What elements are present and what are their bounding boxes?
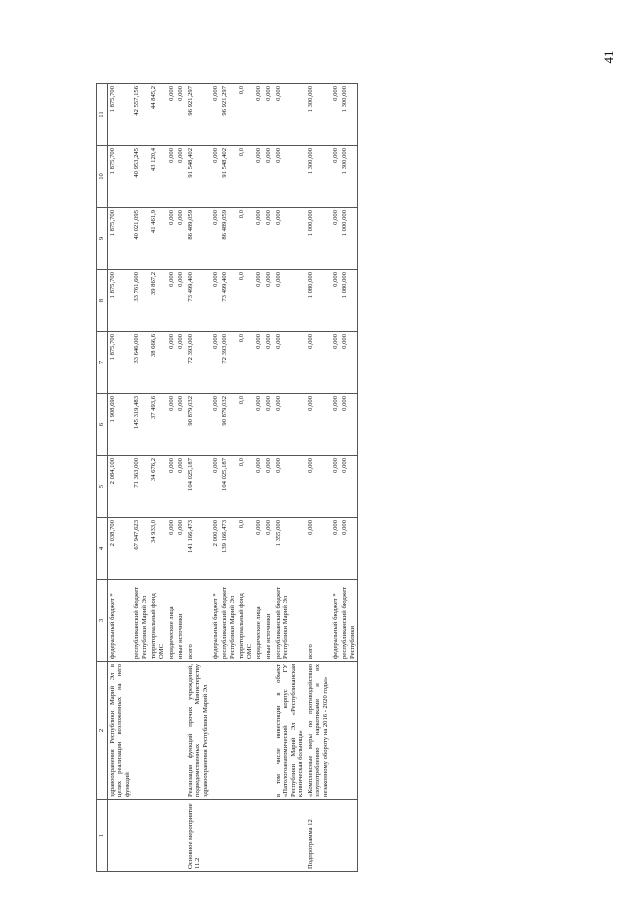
- amount-cell: 0,000: [264, 84, 274, 146]
- amount-cell: 0,000: [331, 518, 341, 580]
- amount-cell: 0,000: [254, 518, 264, 580]
- amount-cell: 0,000: [274, 394, 306, 456]
- amount-cell: 0,000: [254, 332, 264, 394]
- amount-cell: 1 080,000: [306, 270, 331, 332]
- amount-cell: 0,000: [331, 332, 341, 394]
- program-code-cell: [176, 800, 186, 872]
- amount-cell: 0,000: [274, 270, 306, 332]
- amount-cell: 90 879,032: [220, 394, 237, 456]
- amount-cell: 0,000: [264, 518, 274, 580]
- program-code-cell: [340, 800, 358, 872]
- amount-cell: 0,000: [211, 394, 221, 456]
- column-number: 2: [97, 662, 108, 800]
- amount-cell: 1 875,700: [107, 84, 132, 146]
- amount-cell: 0,000: [211, 270, 221, 332]
- amount-cell: 0,000: [331, 84, 341, 146]
- funding-source-cell: федеральный бюджет *: [107, 580, 132, 662]
- amount-cell: 0,0: [237, 518, 254, 580]
- amount-cell: 0,000: [167, 146, 177, 208]
- program-code-cell: Основное мероприятие 11.2: [186, 800, 211, 872]
- table-row: [132, 84, 149, 872]
- funding-source-cell: юридические лица: [254, 580, 264, 662]
- amount-cell: 0,000: [176, 456, 186, 518]
- program-name-cell: [167, 662, 177, 800]
- amount-cell: 43 120,4: [149, 146, 166, 208]
- amount-cell: 33 761,600: [132, 270, 149, 332]
- amount-cell: 0,000: [306, 332, 331, 394]
- amount-cell: 0,0: [237, 332, 254, 394]
- amount-cell: 0,000: [176, 84, 186, 146]
- amount-cell: 1 300,000: [340, 84, 358, 146]
- column-number: 10: [97, 146, 108, 208]
- amount-cell: 0,000: [167, 518, 177, 580]
- program-name-cell: [237, 662, 254, 800]
- amount-cell: 44 845,2: [149, 84, 166, 146]
- amount-cell: 73 499,400: [186, 270, 211, 332]
- amount-cell: 1 875,700: [107, 208, 132, 270]
- amount-cell: 1 875,700: [107, 146, 132, 208]
- amount-cell: 33 646,000: [132, 332, 149, 394]
- program-code-cell: [331, 800, 341, 872]
- amount-cell: 0,000: [331, 270, 341, 332]
- funding-source-cell: федеральный бюджет *: [331, 580, 341, 662]
- amount-cell: 39 867,2: [149, 270, 166, 332]
- amount-cell: 0,0: [237, 208, 254, 270]
- funding-source-cell: республиканский бюджет Республики: [340, 580, 358, 662]
- amount-cell: 0,000: [306, 456, 331, 518]
- table-row: [264, 84, 274, 872]
- amount-cell: 42 557,156: [132, 84, 149, 146]
- amount-cell: 0,000: [331, 208, 341, 270]
- amount-cell: 0,000: [211, 146, 221, 208]
- amount-cell: 0,0: [237, 84, 254, 146]
- amount-cell: 72 393,000: [186, 332, 211, 394]
- amount-cell: 0,000: [176, 146, 186, 208]
- amount-cell: 0,000: [167, 84, 177, 146]
- funding-source-cell: республиканский бюджет Республики Марий Эл: [274, 580, 306, 662]
- table-row: [237, 84, 254, 872]
- program-name-cell: [176, 662, 186, 800]
- amount-cell: 0,000: [331, 456, 341, 518]
- program-code-cell: [167, 800, 177, 872]
- amount-cell: 0,000: [274, 84, 306, 146]
- page-number: 41: [601, 50, 616, 64]
- funding-source-cell: федеральный бюджет *: [211, 580, 221, 662]
- amount-cell: 0,000: [340, 332, 358, 394]
- amount-cell: 0,000: [176, 518, 186, 580]
- amount-cell: 0,000: [340, 456, 358, 518]
- amount-cell: 145 319,483: [132, 394, 149, 456]
- amount-cell: 0,0: [237, 146, 254, 208]
- program-code-cell: [237, 800, 254, 872]
- amount-cell: 0,000: [254, 208, 264, 270]
- amount-cell: 1 300,000: [340, 146, 358, 208]
- rotated-table-area: [96, 84, 596, 872]
- funding-source-cell: юридические лица: [167, 580, 177, 662]
- funding-source-cell: республиканский бюджет Республики Марий Эл: [220, 580, 237, 662]
- program-code-cell: [132, 800, 149, 872]
- column-number: 4: [97, 518, 108, 580]
- program-code-cell: Подпрограмма 12: [306, 800, 331, 872]
- table-row: [340, 84, 358, 872]
- funding-source-cell: территориальный фонд ОМС: [149, 580, 166, 662]
- amount-cell: 86 489,059: [220, 208, 237, 270]
- amount-cell: 0,000: [264, 332, 274, 394]
- amount-cell: 0,000: [167, 270, 177, 332]
- amount-cell: 0,000: [254, 146, 264, 208]
- column-number: 9: [97, 208, 108, 270]
- table-row: [167, 84, 177, 872]
- amount-cell: 0,000: [254, 394, 264, 456]
- amount-cell: 0,000: [340, 518, 358, 580]
- program-code-cell: [254, 800, 264, 872]
- amount-cell: 0,0: [237, 270, 254, 332]
- program-code-cell: [149, 800, 166, 872]
- amount-cell: 0,000: [264, 208, 274, 270]
- amount-cell: 104 025,187: [220, 456, 237, 518]
- amount-cell: 0,000: [176, 208, 186, 270]
- rotated-table-frame: [96, 84, 596, 872]
- column-number: 7: [97, 332, 108, 394]
- table-row: [107, 84, 132, 872]
- table-row: [254, 84, 264, 872]
- amount-cell: 0,000: [274, 208, 306, 270]
- amount-cell: 0,000: [167, 394, 177, 456]
- amount-cell: 0,000: [211, 332, 221, 394]
- amount-cell: 0,000: [211, 208, 221, 270]
- funding-source-cell: всего: [306, 580, 331, 662]
- program-code-cell: [107, 800, 132, 872]
- column-number-row: [97, 84, 108, 872]
- table-row: [306, 84, 331, 872]
- amount-cell: 1 875,700: [107, 332, 132, 394]
- amount-cell: 0,000: [211, 84, 221, 146]
- column-number: 1: [97, 800, 108, 872]
- amount-cell: 41 461,9: [149, 208, 166, 270]
- amount-cell: 91 548,402: [220, 146, 237, 208]
- amount-cell: 2 000,000: [211, 518, 221, 580]
- amount-cell: 0,000: [331, 146, 341, 208]
- program-name-cell: [264, 662, 274, 800]
- amount-cell: 86 489,059: [186, 208, 211, 270]
- amount-cell: 0,000: [264, 146, 274, 208]
- amount-cell: 73 499,400: [220, 270, 237, 332]
- amount-cell: 1 908,690: [107, 394, 132, 456]
- program-name-cell: «Комплексные меры по противодействию злоупотреблению наркотиками и их незаконному обороту на 2016 - 2020 годы»: [306, 662, 331, 800]
- table-row: [274, 84, 306, 872]
- amount-cell: 96 921,297: [220, 84, 237, 146]
- amount-cell: 139 166,473: [220, 518, 237, 580]
- program-name-cell: в том числе инвестиции в объект «Патологоанатомический корпус ГУ Республики Марий Эл «Республиканская клиническая больница»: [274, 662, 306, 800]
- amount-cell: 0,000: [264, 456, 274, 518]
- amount-cell: 0,000: [274, 146, 306, 208]
- program-name-cell: [211, 662, 221, 800]
- amount-cell: 0,000: [176, 270, 186, 332]
- table-row: [176, 84, 186, 872]
- budget-table: [96, 83, 358, 872]
- funding-source-cell: иные источники: [264, 580, 274, 662]
- program-name-cell: [149, 662, 166, 800]
- column-number: 8: [97, 270, 108, 332]
- amount-cell: 71 363,000: [132, 456, 149, 518]
- amount-cell: 0,000: [306, 518, 331, 580]
- program-name-cell: [254, 662, 264, 800]
- amount-cell: 0,000: [176, 332, 186, 394]
- amount-cell: 0,000: [264, 270, 274, 332]
- amount-cell: 0,000: [211, 456, 221, 518]
- amount-cell: 104 025,187: [186, 456, 211, 518]
- amount-cell: 0,000: [254, 84, 264, 146]
- amount-cell: 67 947,623: [132, 518, 149, 580]
- amount-cell: 1 875,700: [107, 270, 132, 332]
- amount-cell: 0,000: [274, 456, 306, 518]
- amount-cell: 91 548,402: [186, 146, 211, 208]
- amount-cell: 90 879,032: [186, 394, 211, 456]
- amount-cell: 96 921,297: [186, 84, 211, 146]
- amount-cell: 34 676,2: [149, 456, 166, 518]
- amount-cell: 0,000: [167, 456, 177, 518]
- table-row: [186, 84, 211, 872]
- program-name-cell: [331, 662, 341, 800]
- program-name-cell: [340, 662, 358, 800]
- table-row: [220, 84, 237, 872]
- funding-source-cell: территориальный фонд ОМС: [237, 580, 254, 662]
- table-body: [107, 84, 358, 872]
- amount-cell: 37 493,6: [149, 394, 166, 456]
- program-code-cell: [220, 800, 237, 872]
- amount-cell: 1 080,000: [340, 270, 358, 332]
- amount-cell: 1 300,000: [306, 146, 331, 208]
- amount-cell: 141 166,473: [186, 518, 211, 580]
- amount-cell: 2 084,100: [107, 456, 132, 518]
- program-code-cell: [211, 800, 221, 872]
- amount-cell: 2 038,700: [107, 518, 132, 580]
- program-name-cell: Реализация функций прочих учреждений, подведомственных Министерству здравоохранения Республики Марий Эл: [186, 662, 211, 800]
- table-row: [149, 84, 166, 872]
- program-code-cell: [264, 800, 274, 872]
- amount-cell: 72 393,000: [220, 332, 237, 394]
- amount-cell: 1 355,000: [274, 518, 306, 580]
- amount-cell: 40 021,095: [132, 208, 149, 270]
- program-name-cell: здравоохранения Республики Марий Эл в целях реализации возложенных на него функций: [107, 662, 132, 800]
- amount-cell: 0,0: [237, 394, 254, 456]
- amount-cell: 0,0: [237, 456, 254, 518]
- column-number: 11: [97, 84, 108, 146]
- amount-cell: 0,000: [331, 394, 341, 456]
- funding-source-cell: всего: [186, 580, 211, 662]
- amount-cell: 0,000: [264, 394, 274, 456]
- amount-cell: 1 000,000: [306, 208, 331, 270]
- column-number: 5: [97, 456, 108, 518]
- amount-cell: 0,000: [274, 332, 306, 394]
- program-code-cell: [274, 800, 306, 872]
- program-name-cell: [132, 662, 149, 800]
- amount-cell: 34 933,0: [149, 518, 166, 580]
- amount-cell: 1 300,000: [306, 84, 331, 146]
- funding-source-cell: иные источники: [176, 580, 186, 662]
- amount-cell: 0,000: [306, 394, 331, 456]
- program-name-cell: [220, 662, 237, 800]
- amount-cell: 0,000: [340, 394, 358, 456]
- column-number: 6: [97, 394, 108, 456]
- amount-cell: 38 666,6: [149, 332, 166, 394]
- amount-cell: 0,000: [176, 394, 186, 456]
- column-number: 3: [97, 580, 108, 662]
- funding-source-cell: республиканский бюджет Республики Марий Эл: [132, 580, 149, 662]
- amount-cell: 0,000: [254, 270, 264, 332]
- amount-cell: 1 000,000: [340, 208, 358, 270]
- amount-cell: 0,000: [254, 456, 264, 518]
- amount-cell: 0,000: [167, 332, 177, 394]
- amount-cell: 40 953,245: [132, 146, 149, 208]
- amount-cell: 0,000: [167, 208, 177, 270]
- table-row: [331, 84, 341, 872]
- table-row: [211, 84, 221, 872]
